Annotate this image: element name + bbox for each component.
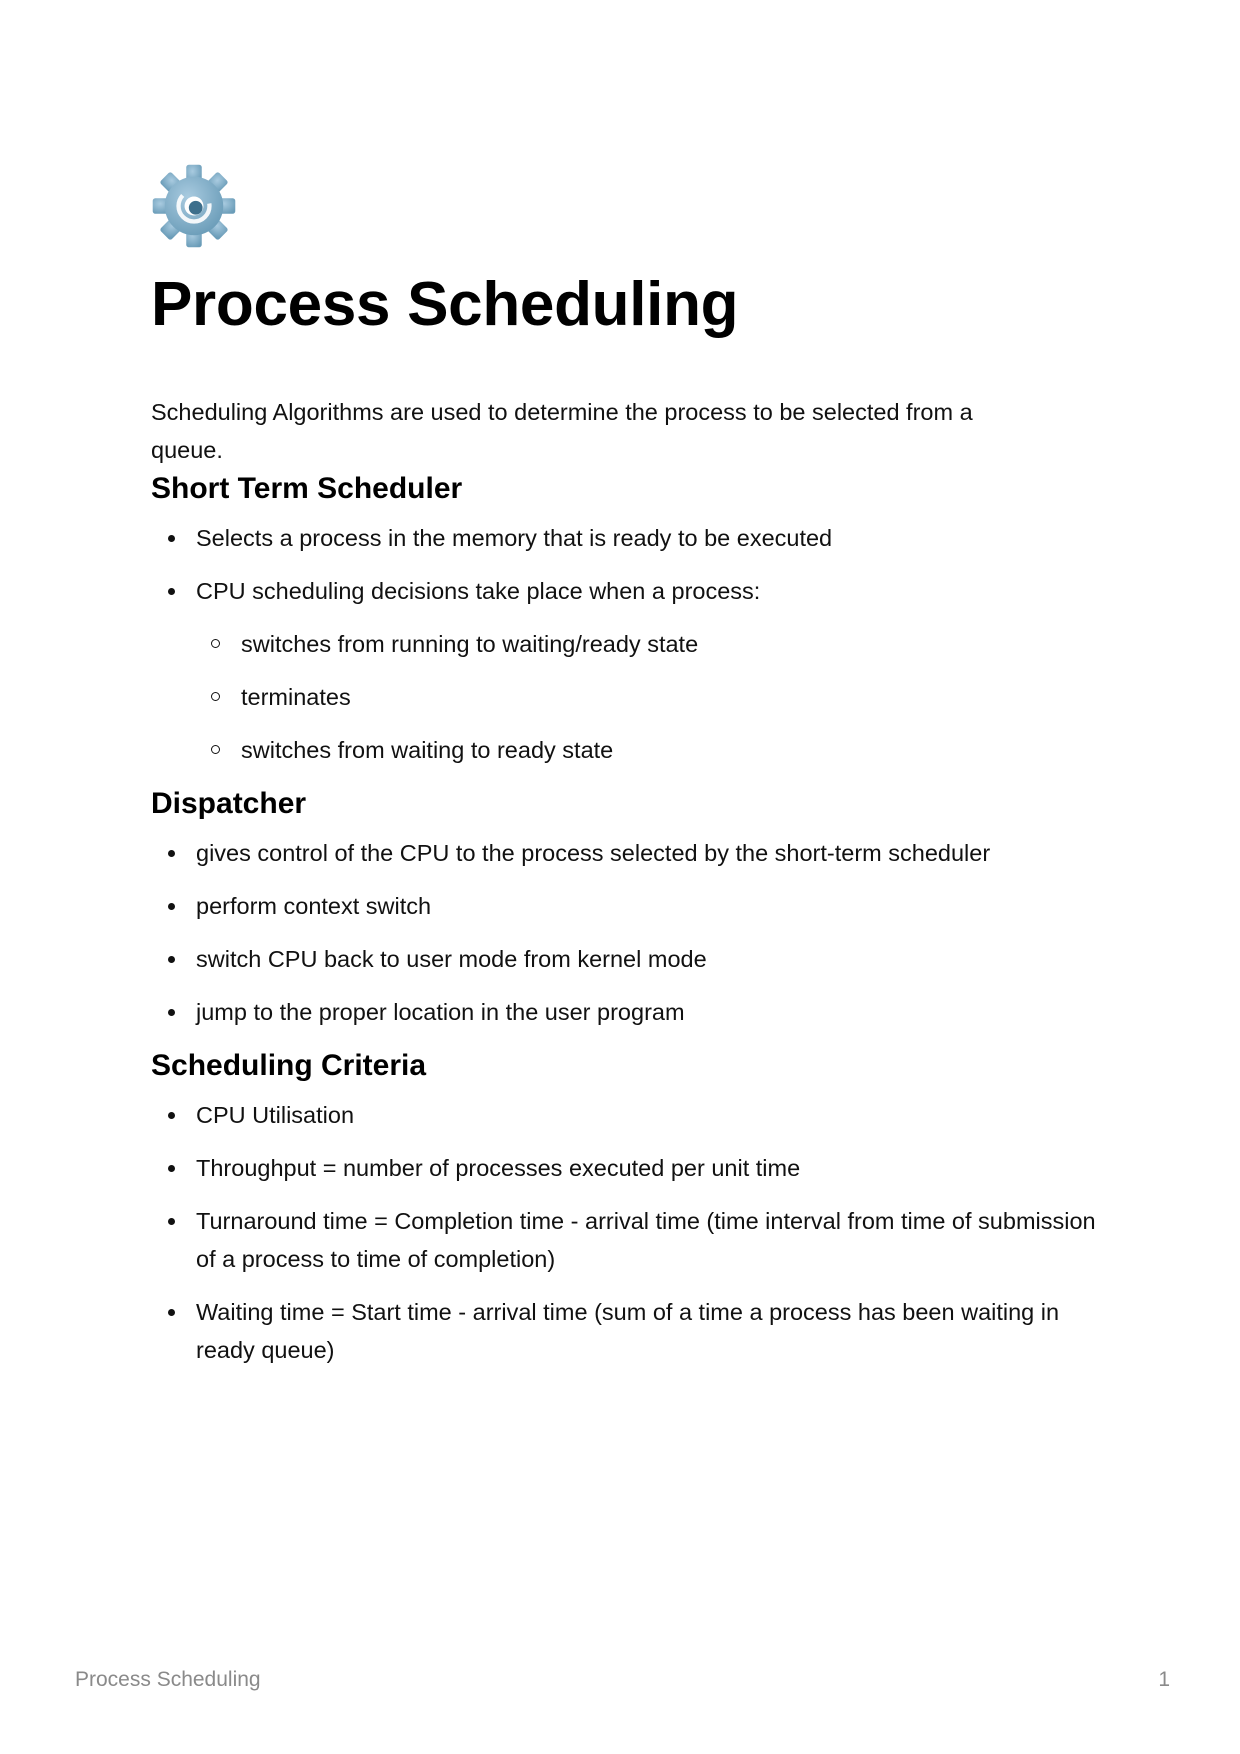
list-item: Throughput = number of processes executed per unit time <box>151 1149 1111 1187</box>
section-heading-dispatcher: Dispatcher <box>151 787 307 820</box>
list-item: jump to the proper location in the user program <box>151 993 1111 1031</box>
decision-conditions-list <box>196 625 1111 769</box>
list-item: switch CPU back to user mode from kernel mode <box>151 940 1111 978</box>
footer-document-title: Process Scheduling <box>75 1668 261 1691</box>
sub-list-item: switches from waiting to ready state <box>196 731 1111 769</box>
list-item: Turnaround time = Completion time - arrival time (time interval from time of submission of a process to time of completion) <box>151 1202 1111 1278</box>
list-item: Waiting time = Start time - arrival time (sum of a time a process has been waiting in ready queue) <box>151 1293 1111 1369</box>
sub-list-item: terminates <box>196 678 1111 716</box>
list-item-text: CPU scheduling decisions take place when a process: <box>196 578 761 604</box>
section-heading-short-term-scheduler: Short Term Scheduler <box>151 472 463 505</box>
list-item: perform context switch <box>151 887 1111 925</box>
page-content <box>151 163 1111 1384</box>
section-heading-scheduling-criteria: Scheduling Criteria <box>151 1049 427 1082</box>
sub-list-item: switches from running to waiting/ready state <box>196 625 1111 663</box>
list-item: gives control of the CPU to the process selected by the short-term scheduler <box>151 834 1111 872</box>
short-term-scheduler-list <box>151 519 1111 769</box>
list-item <box>151 572 1111 769</box>
dispatcher-list <box>151 834 1111 1031</box>
footer-page-number: 1 <box>1158 1668 1170 1691</box>
gear-icon <box>151 163 237 249</box>
scheduling-criteria-list <box>151 1096 1111 1369</box>
page-title: Process Scheduling <box>151 270 739 339</box>
intro-paragraph: Scheduling Algorithms are used to determine the process to be selected from a queue. <box>151 399 973 463</box>
list-item: Selects a process in the memory that is ready to be executed <box>151 519 1111 557</box>
list-item: CPU Utilisation <box>151 1096 1111 1134</box>
